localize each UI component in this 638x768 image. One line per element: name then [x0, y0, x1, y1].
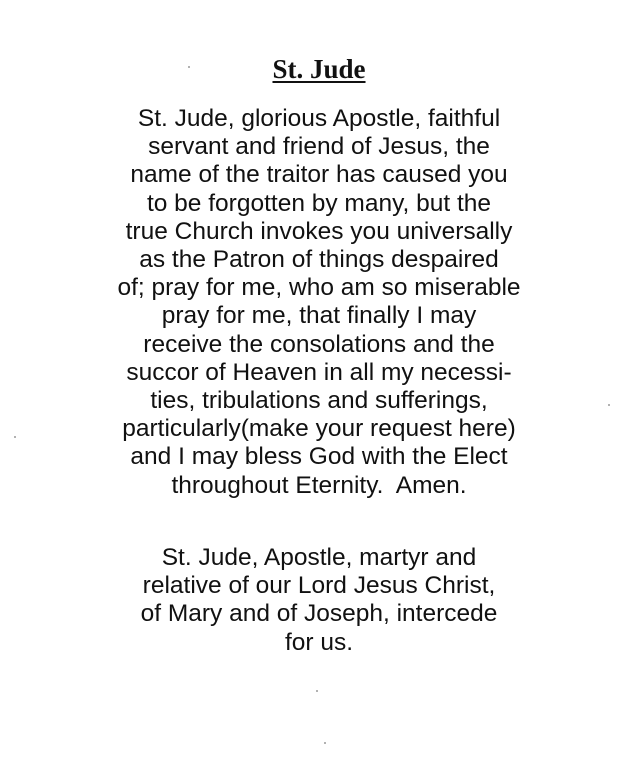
- prayer-line: and I may bless God with the Elect: [130, 443, 508, 471]
- prayer-line: St. Jude, glorious Apostle, faithful: [137, 105, 501, 132]
- prayer-paragraph-main: [0, 105, 638, 500]
- prayer-line: of Mary and of Joseph, intercede: [140, 600, 498, 628]
- prayer-line: throughout Eternity. Amen.: [171, 471, 467, 499]
- scan-speck: [188, 66, 190, 68]
- prayer-line: name of the traitor has caused you: [130, 161, 508, 189]
- prayer-line: true Church invokes you universally: [125, 217, 513, 245]
- prayer-line: relative of our Lord Jesus Christ,: [142, 572, 496, 600]
- prayer-line: receive the consolations and the: [143, 330, 495, 358]
- prayer-line: for us.: [284, 628, 354, 656]
- scan-speck: [316, 690, 318, 692]
- prayer-line: ties, tribulations and sufferings,: [150, 387, 488, 415]
- prayer-line: of; pray for me, who am so miserable: [117, 274, 521, 302]
- prayer-paragraph-closing: [0, 544, 638, 657]
- prayer-line: servant and friend of Jesus, the: [148, 133, 490, 161]
- scan-speck: [324, 742, 326, 744]
- prayer-line: to be forgotten by many, but the: [146, 189, 492, 217]
- scan-speck: [608, 404, 610, 406]
- prayer-line: particularly(make your request here): [122, 415, 516, 443]
- scan-speck: [14, 436, 16, 438]
- prayer-title: St. Jude: [272, 54, 366, 84]
- prayer-line: succor of Heaven in all my necessi-: [126, 358, 512, 386]
- prayer-line: as the Patron of things despaired: [139, 246, 499, 274]
- prayer-line: pray for me, that finally I may: [161, 302, 477, 330]
- prayer-line: St. Jude, Apostle, martyr and: [161, 544, 477, 571]
